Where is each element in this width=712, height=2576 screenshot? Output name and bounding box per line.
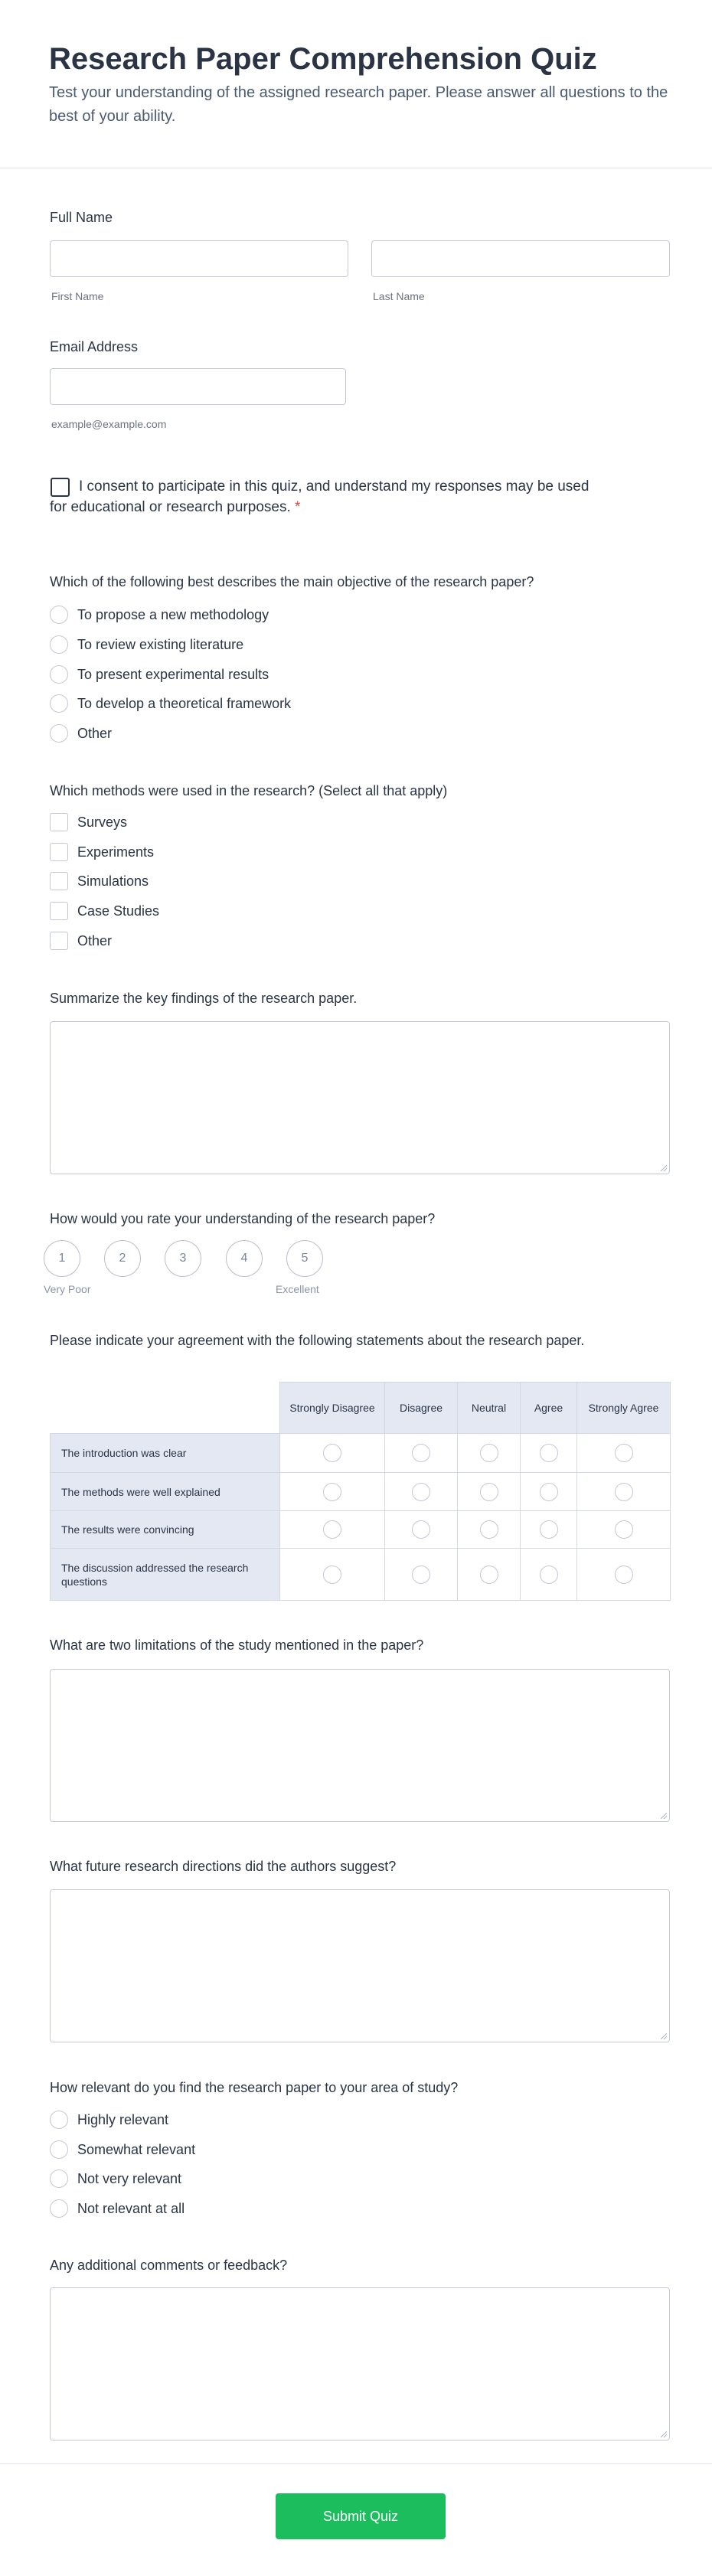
matrix-radio[interactable]: [540, 1520, 558, 1539]
q2-option[interactable]: [50, 931, 112, 951]
checkbox-icon[interactable]: [50, 902, 68, 920]
radio-icon[interactable]: [50, 2111, 68, 2129]
matrix-radio[interactable]: [412, 1566, 430, 1584]
last-name-input[interactable]: [371, 240, 670, 277]
q8-label: How relevant do you find the research paper to your area of study?: [50, 2080, 459, 2095]
matrix-radio[interactable]: [615, 1483, 633, 1501]
q1-option[interactable]: [50, 723, 112, 743]
q1-option[interactable]: [50, 664, 269, 684]
consent-text: [50, 476, 601, 517]
matrix-radio[interactable]: [480, 1444, 498, 1462]
matrix-corner: [51, 1383, 280, 1434]
option-label: To present experimental results: [77, 666, 269, 682]
matrix-row-label: The results were convincing: [51, 1511, 280, 1549]
submit-quiz-button[interactable]: Submit Quiz: [276, 2493, 446, 2539]
checkbox-icon[interactable]: [50, 932, 68, 950]
q8-option[interactable]: [50, 2199, 185, 2218]
option-label: Not very relevant: [77, 2170, 182, 2186]
option-label: Surveys: [77, 814, 128, 830]
matrix-radio[interactable]: [540, 1444, 558, 1462]
matrix-column-header: Neutral: [458, 1383, 521, 1434]
rating-5[interactable]: 5: [286, 1240, 323, 1277]
matrix-radio[interactable]: [323, 1566, 341, 1584]
first-name-input[interactable]: [50, 240, 348, 277]
rating-2[interactable]: 2: [104, 1240, 141, 1277]
page-title: Research Paper Comprehension Quiz: [49, 42, 597, 76]
option-label: Simulations: [77, 873, 149, 889]
matrix-column-header: Strongly Disagree: [280, 1383, 385, 1434]
matrix-radio[interactable]: [323, 1444, 341, 1462]
option-label: Other: [77, 932, 113, 948]
q2-option[interactable]: [50, 812, 127, 832]
q8-option[interactable]: [50, 2140, 195, 2160]
rating-4[interactable]: 4: [226, 1240, 263, 1277]
option-label: To review existing literature: [77, 636, 244, 652]
q3-label: Summarize the key findings of the research paper.: [50, 991, 358, 1006]
q2-label: Which methods were used in the research? (Select all that apply): [50, 783, 448, 798]
matrix-radio[interactable]: [412, 1444, 430, 1462]
last-name-sublabel: Last Name: [373, 290, 425, 302]
required-asterisk: *: [295, 499, 301, 515]
matrix-column-header: Strongly Agree: [577, 1383, 671, 1434]
key-findings-textarea[interactable]: [50, 1021, 670, 1174]
future-research-textarea[interactable]: [50, 1889, 670, 2042]
option-label: Experiments: [77, 844, 155, 860]
radio-icon[interactable]: [50, 2140, 68, 2159]
option-label: To develop a theoretical framework: [77, 695, 292, 711]
consent-label: I consent to participate in this quiz, and understand my responses may be used for educational or research purposes.: [50, 478, 590, 515]
radio-icon[interactable]: [50, 635, 68, 654]
option-label: To propose a new methodology: [77, 606, 269, 622]
matrix-radio[interactable]: [323, 1520, 341, 1539]
radio-icon[interactable]: [50, 2199, 68, 2218]
q9-label: Any additional comments or feedback?: [50, 2258, 288, 2273]
email-input[interactable]: [50, 368, 346, 405]
option-label: Other: [77, 725, 113, 741]
matrix-row-label: The methods were well explained: [51, 1473, 280, 1511]
matrix-radio[interactable]: [480, 1483, 498, 1501]
option-label: Not relevant at all: [77, 2200, 185, 2216]
q2-option[interactable]: [50, 901, 159, 921]
matrix-row-label: The introduction was clear: [51, 1434, 280, 1473]
q8-option[interactable]: [50, 2169, 181, 2189]
radio-icon[interactable]: [50, 724, 68, 743]
checkbox-icon[interactable]: [50, 813, 68, 831]
radio-icon[interactable]: [50, 2170, 68, 2188]
limitations-textarea[interactable]: [50, 1669, 670, 1822]
radio-icon[interactable]: [50, 694, 68, 713]
matrix-radio[interactable]: [615, 1566, 633, 1584]
rating-3[interactable]: 3: [165, 1240, 201, 1277]
option-label: Case Studies: [77, 903, 160, 919]
rating-high-label: Excellent: [276, 1283, 319, 1295]
radio-icon[interactable]: [50, 665, 68, 684]
q8-option[interactable]: [50, 2110, 168, 2130]
checkbox-icon[interactable]: [50, 872, 68, 890]
matrix-column-header: Disagree: [385, 1383, 458, 1434]
option-label: Somewhat relevant: [77, 2141, 196, 2157]
rating-low-label: Very Poor: [44, 1283, 91, 1295]
matrix-radio[interactable]: [480, 1520, 498, 1539]
q2-option[interactable]: [50, 842, 154, 862]
q5-label: Please indicate your agreement with the following statements about the research paper.: [50, 1333, 585, 1348]
matrix-radio[interactable]: [412, 1483, 430, 1501]
q1-option[interactable]: [50, 635, 243, 655]
footer-divider: [0, 2463, 712, 2464]
matrix-radio[interactable]: [615, 1444, 633, 1462]
matrix-radio[interactable]: [615, 1520, 633, 1539]
q1-label: Which of the following best describes the main objective of the research paper?: [50, 574, 534, 589]
matrix-row-label: The discussion addressed the research questions: [51, 1549, 280, 1601]
option-label: Highly relevant: [77, 2111, 169, 2127]
agreement-matrix: [50, 1382, 671, 1601]
checkbox-icon[interactable]: [50, 843, 68, 861]
radio-icon[interactable]: [50, 606, 68, 624]
first-name-sublabel: First Name: [51, 290, 104, 302]
rating-1[interactable]: 1: [44, 1240, 80, 1277]
matrix-radio[interactable]: [540, 1566, 558, 1584]
q4-label: How would you rate your understanding of the research paper?: [50, 1211, 436, 1226]
q1-option[interactable]: [50, 694, 291, 713]
matrix-radio[interactable]: [540, 1483, 558, 1501]
q2-option[interactable]: [50, 871, 149, 891]
matrix-radio[interactable]: [323, 1483, 341, 1501]
q7-label: What future research directions did the authors suggest?: [50, 1859, 397, 1874]
q1-option[interactable]: [50, 605, 269, 625]
page-subtitle: Test your understanding of the assigned research paper. Please answer all questions to the best of your ability.: [49, 84, 668, 125]
matrix-column-header: Agree: [521, 1383, 577, 1434]
email-hint: example@example.com: [51, 418, 167, 430]
full-name-label: Full Name: [50, 210, 113, 225]
email-label: Email Address: [50, 339, 139, 354]
q6-label: What are two limitations of the study mentioned in the paper?: [50, 1637, 424, 1653]
comments-textarea[interactable]: [50, 2287, 670, 2441]
matrix-radio[interactable]: [412, 1520, 430, 1539]
matrix-radio[interactable]: [480, 1566, 498, 1584]
